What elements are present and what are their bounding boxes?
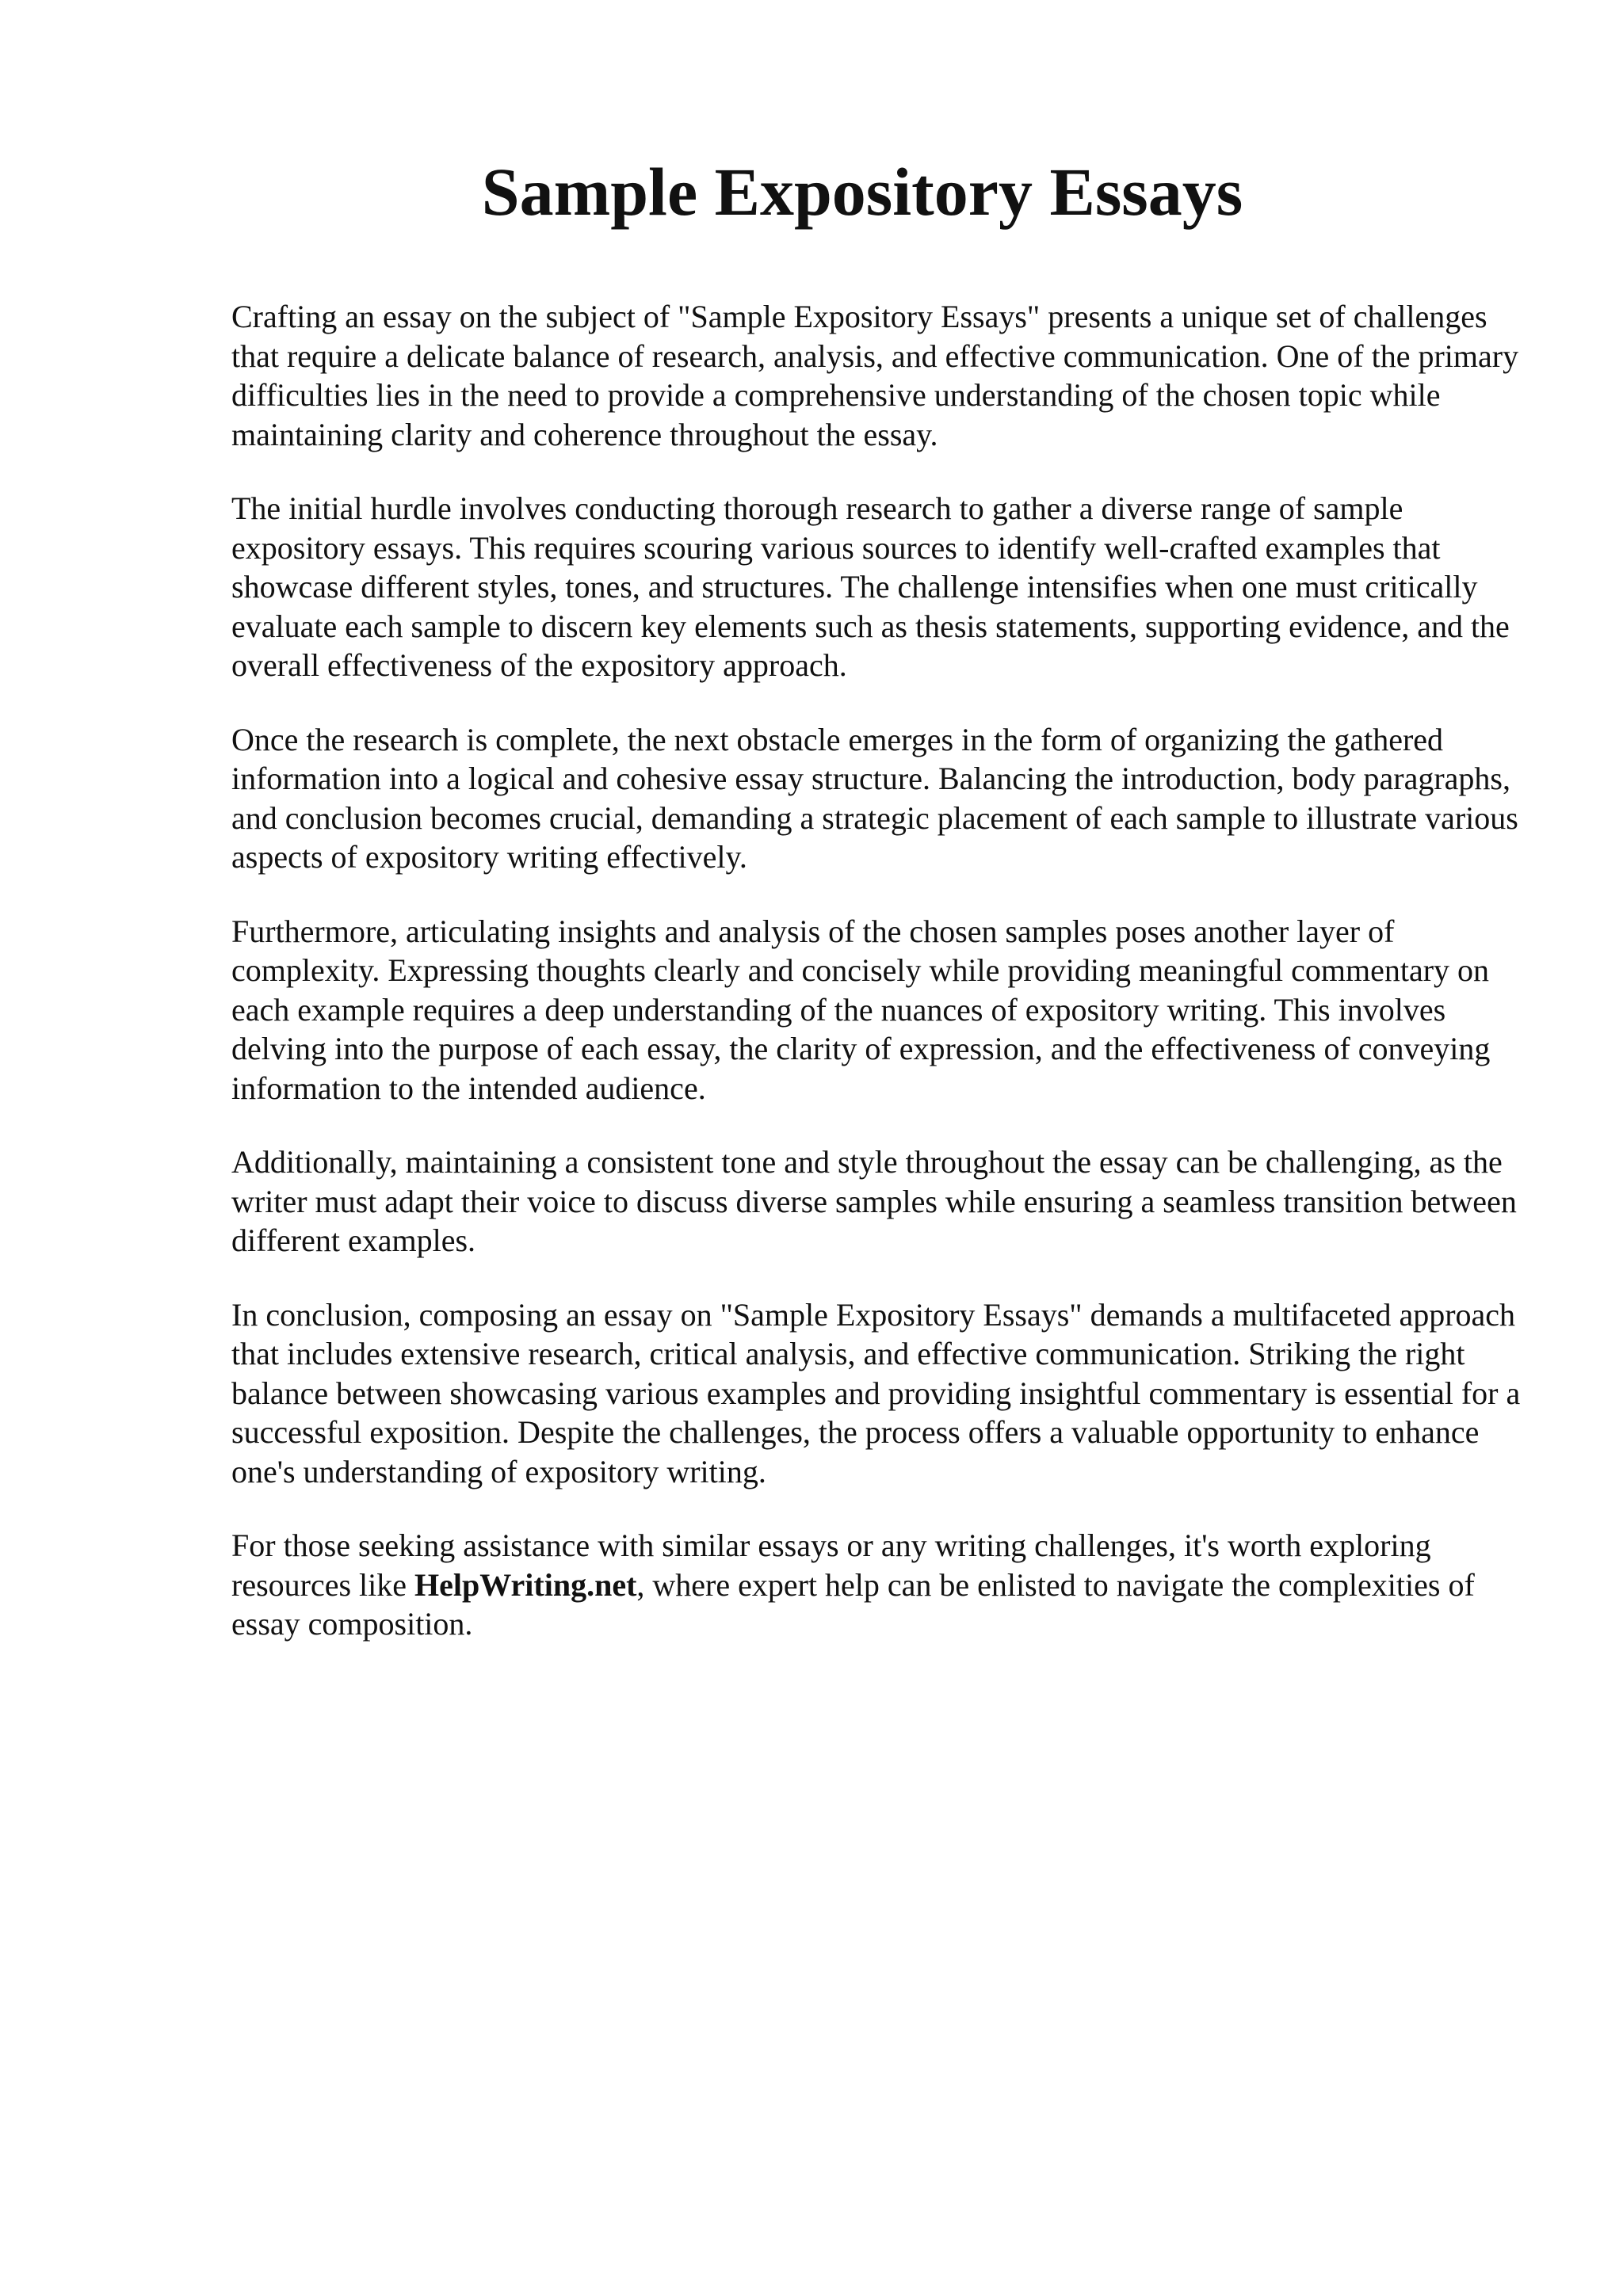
paragraph-4: Furthermore, articulating insights and analysis of the chosen samples poses another layer of complexity. Expressing thoughts clearly and concisely while providing meaningful commentary on each example requires a deep understanding of the nuances of expository writing. This involves delving into the purpose of each essay, the clarity of expression, and the effectiveness of conveying information to the intended audience. (231, 913, 1491, 1106)
helpwriting-link[interactable]: HelpWriting.net (414, 1566, 637, 1603)
closing-paragraph (231, 1526, 1531, 1644)
page-title: Sample Expository Essays (481, 154, 1243, 230)
paragraph-2: The initial hurdle involves conducting thorough research to gather a diverse range of sample expository essays. This requires scouring various sources to identify well-crafted examples that showcase different styles, tones, and structures. The challenge intensifies when one must critically evaluate each sample to discern key elements such as thesis statements, supporting evidence, and the overall effectiveness of the expository approach. (231, 490, 1510, 683)
paragraph-3: Once the research is complete, the next obstacle emerges in the form of organizing the gathered information into a logical and cohesive essay structure. Balancing the introduction, body paragraphs, and conclusion becomes crucial, demanding a strategic placement of each sample to illustrate various aspects of expository writing effectively. (231, 721, 1518, 875)
paragraph-6: In conclusion, composing an essay on "Sample Expository Essays" demands a multifaceted approach that includes extensive research, critical analysis, and effective communication. Striking the right balance between showcasing various examples and providing insightful commentary is essential for a successful exposition. Despite the challenges, the process offers a valuable opportunity to enhance one's understanding of expository writing. (231, 1296, 1521, 1489)
paragraph-1: Crafting an essay on the subject of "Sample Expository Essays" presents a unique set of challenges that require a delicate balance of research, analysis, and effective communication. One of the primary difficulties lies in the need to provide a comprehensive understanding of the chosen topic while maintaining clarity and coherence throughout the essay. (231, 299, 1519, 452)
closing-text-after: , where expert help can be enlisted to navigate the complexities of essay composition. (231, 1566, 1475, 1642)
closing-text-before: For those seeking assistance with similar essays or any writing challenges, it's worth exploring resources like (231, 1527, 1431, 1603)
paragraph-5: Additionally, maintaining a consistent tone and style throughout the essay can be challenging, as the writer must adapt their voice to discuss diverse samples while ensuring a seamless transition between different examples. (231, 1144, 1517, 1258)
essay-body (231, 297, 1531, 1679)
